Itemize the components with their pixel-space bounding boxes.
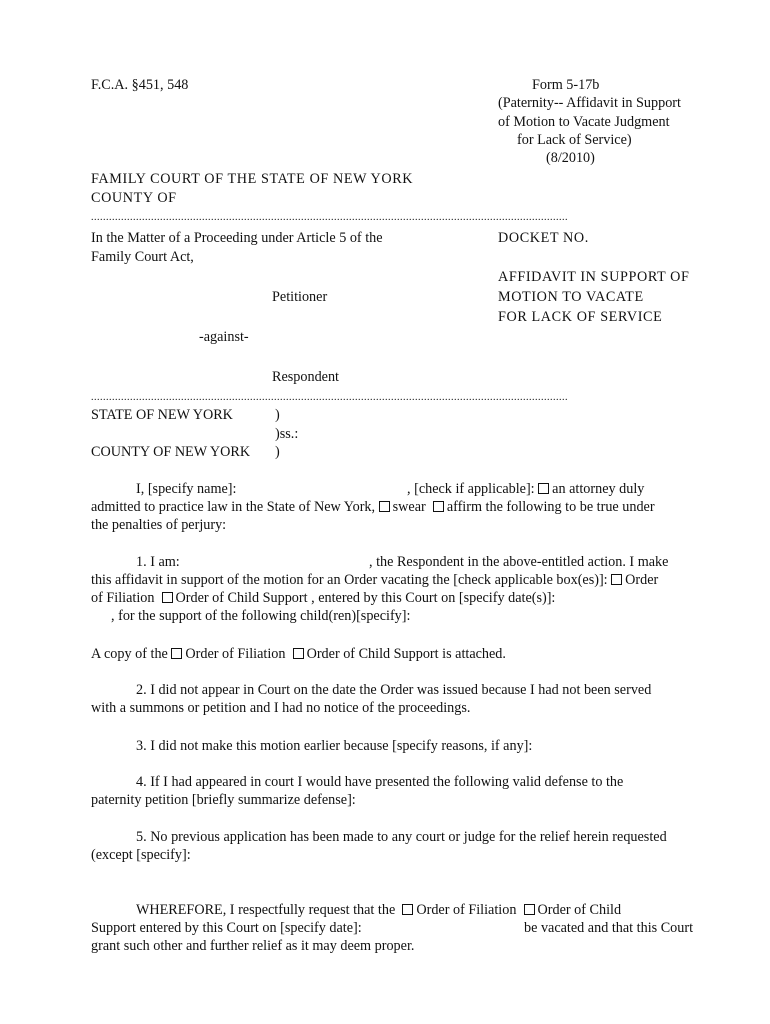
p1-line-4: , for the support of the following child(ren)[specify]: xyxy=(111,608,411,624)
against-label: -against- xyxy=(199,329,249,345)
intro-check-label: , [check if applicable]: xyxy=(407,481,535,497)
form-date: (8/2010) xyxy=(546,150,595,166)
caption-dot-leader-top: ............................................................................................................................................................... xyxy=(91,212,568,223)
p1-i-am: 1. I am: xyxy=(136,554,180,570)
p3-line-1: 3. I did not make this motion earlier because [specify reasons, if any]: xyxy=(136,738,533,754)
form-description-line-2: of Motion to Vacate Judgment xyxy=(498,114,670,130)
p4-line-2: paternity petition [briefly summarize defense]: xyxy=(91,792,356,808)
affirm-checkbox[interactable] xyxy=(433,501,444,512)
intro-name-label: I, [specify name]: xyxy=(136,481,237,497)
p2-line-1: 2. I did not appear in Court on the date the Order was issued because I had not been served xyxy=(136,682,652,698)
matter-line-1: In the Matter of a Proceeding under Article 5 of the xyxy=(91,230,383,246)
wherefore-text: WHEREFORE, I respectfully request that the xyxy=(136,902,396,918)
copy-child-support-label: Order of Child Support is attached. xyxy=(306,646,506,662)
wherefore-child-label: Order of Child xyxy=(537,902,622,918)
venue-paren-2: ) xyxy=(275,444,280,460)
venue-ss: )ss.: xyxy=(275,426,299,442)
form-description-line-1: (Paternity-- Affidavit in Support xyxy=(498,95,681,111)
copy-child-support-checkbox[interactable] xyxy=(293,648,304,659)
p1-respondent-text: , the Respondent in the above-entitled action. I make xyxy=(369,554,669,570)
wherefore-line-2b: be vacated and that this Court xyxy=(524,920,694,936)
wherefore-line-2a: Support entered by this Court on [specify date]: xyxy=(91,920,362,936)
intro-admitted-text: admitted to practice law in the State of New York, xyxy=(91,499,376,515)
caption-dot-leader-bottom: ............................................................................................................................................................... xyxy=(91,392,568,403)
attorney-checkbox[interactable] xyxy=(538,483,549,494)
document-title-line-3: FOR LACK OF SERVICE xyxy=(498,309,663,325)
p1-line-2 xyxy=(91,571,658,589)
venue-paren-1: ) xyxy=(275,407,280,423)
swear-checkbox[interactable] xyxy=(379,501,390,512)
statute-reference: F.C.A. §451, 548 xyxy=(91,77,189,93)
form-description-line-3: for Lack of Service) xyxy=(517,132,632,148)
venue-state: STATE OF NEW YORK xyxy=(91,407,233,423)
copy-label: A copy of the xyxy=(91,646,168,662)
p2-line-2: with a summons or petition and I had no notice of the proceedings. xyxy=(91,700,471,716)
order-of-child-support-checkbox-1[interactable] xyxy=(162,592,173,603)
respondent-label: Respondent xyxy=(272,369,339,385)
copy-attached-line xyxy=(91,645,506,663)
document-title-line-2: MOTION TO VACATE xyxy=(498,289,644,305)
wherefore-child-support-checkbox[interactable] xyxy=(524,904,535,915)
attorney-label: an attorney duly xyxy=(552,481,645,497)
intro-line-3: the penalties of perjury: xyxy=(91,517,227,533)
document-title-line-1: AFFIDAVIT IN SUPPORT OF xyxy=(498,269,690,285)
wherefore-filiation-checkbox[interactable] xyxy=(402,904,413,915)
wherefore-filiation-label: Order of Filiation xyxy=(416,902,517,918)
matter-line-2: Family Court Act, xyxy=(91,249,194,265)
intro-line-2 xyxy=(91,498,655,516)
p4-line-1: 4. If I had appeared in court I would have presented the following valid defense to the xyxy=(136,774,624,790)
order-of-filiation-checkbox-1[interactable] xyxy=(611,574,622,585)
wherefore-line-3: grant such other and further relief as it may deem proper. xyxy=(91,938,415,954)
affirm-label: affirm the following to be true under xyxy=(446,499,655,515)
p1-motion-text: this affidavit in support of the motion for an Order vacating the [check applicable box(es)]: xyxy=(91,572,608,588)
copy-filiation-label: Order of Filiation xyxy=(185,646,286,662)
p1-line-3 xyxy=(91,589,555,607)
p5-line-2: (except [specify]: xyxy=(91,847,191,863)
form-number: Form 5-17b xyxy=(532,77,600,93)
copy-filiation-checkbox[interactable] xyxy=(171,648,182,659)
venue-county: COUNTY OF NEW YORK xyxy=(91,444,251,460)
swear-label: swear xyxy=(392,499,426,515)
court-name: FAMILY COURT OF THE STATE OF NEW YORK xyxy=(91,171,414,187)
intro-line-1 xyxy=(407,480,644,498)
p5-line-1: 5. No previous application has been made to any court or judge for the relief herein requested xyxy=(136,829,667,845)
child-support-date-text: Order of Child Support , entered by this Court on [specify date(s)]: xyxy=(175,590,556,606)
order-label: Order xyxy=(625,572,659,588)
court-county: COUNTY OF xyxy=(91,190,177,206)
wherefore-line-1 xyxy=(136,901,621,919)
docket-label: DOCKET NO. xyxy=(498,230,589,246)
filiation-label: of Filiation xyxy=(91,590,155,606)
petitioner-label: Petitioner xyxy=(272,289,328,305)
